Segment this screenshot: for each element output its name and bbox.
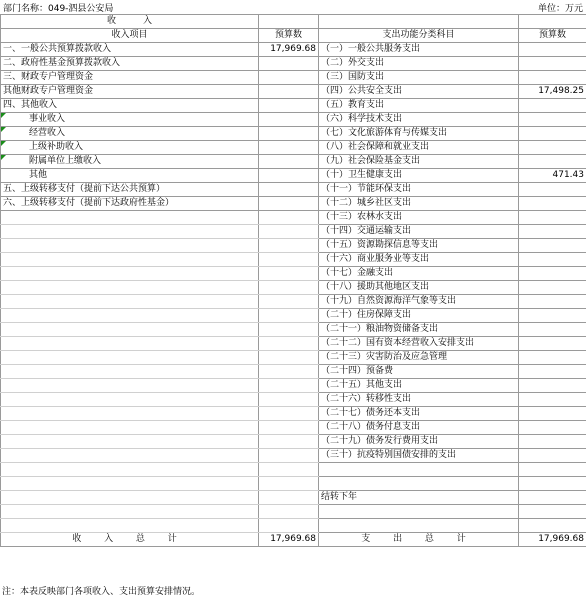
expense-item-cell: （二十九）债务发行费用支出 bbox=[319, 435, 519, 449]
expense-amount-cell bbox=[519, 505, 586, 519]
income-amount-cell bbox=[259, 491, 319, 505]
income-amount-cell bbox=[259, 477, 319, 491]
column-header-row bbox=[1, 29, 586, 43]
expense-amount-cell bbox=[519, 141, 586, 155]
table-row bbox=[1, 127, 586, 141]
expense-amount-cell bbox=[519, 351, 586, 365]
expense-item-cell: （二十一）粮油物资储备支出 bbox=[319, 323, 519, 337]
income-amount-cell bbox=[259, 141, 319, 155]
expense-amount-cell bbox=[519, 323, 586, 337]
expense-item-cell: （八）社会保障和就业支出 bbox=[319, 141, 519, 155]
income-item-cell: 四、其他收入 bbox=[1, 99, 259, 113]
group-header-row bbox=[1, 15, 586, 29]
income-amount-cell bbox=[259, 253, 319, 267]
budget-table-body bbox=[1, 15, 586, 533]
income-item-cell bbox=[1, 365, 259, 379]
table-row bbox=[1, 211, 586, 225]
expense-amount-cell: 17,498.25 bbox=[519, 85, 586, 99]
expense-amount-cell bbox=[519, 281, 586, 295]
income-item-cell bbox=[1, 267, 259, 281]
expense-amount-cell bbox=[519, 407, 586, 421]
income-amount-cell bbox=[259, 113, 319, 127]
income-amount-cell bbox=[259, 435, 319, 449]
expense-amount-cell bbox=[519, 393, 586, 407]
table-row bbox=[1, 71, 586, 85]
income-amount-cell bbox=[259, 519, 319, 533]
income-item-cell bbox=[1, 323, 259, 337]
income-amount-cell bbox=[259, 71, 319, 85]
income-item-cell bbox=[1, 169, 259, 183]
table-row bbox=[1, 449, 586, 463]
expense-item-cell: （二十三）灾害防治及应急管理 bbox=[319, 351, 519, 365]
department-name: 部门名称：049-泗县公安局 bbox=[3, 4, 114, 14]
income-item-cell bbox=[1, 225, 259, 239]
table-row bbox=[1, 491, 586, 505]
income-item-label: 事业收入 bbox=[29, 114, 66, 124]
expense-item-cell: （二十八）债务付息支出 bbox=[319, 421, 519, 435]
table-row bbox=[1, 141, 586, 155]
income-item-cell bbox=[1, 491, 259, 505]
income-group-header: 收 入 bbox=[1, 15, 259, 29]
expense-item-cell: （七）文化旅游体育与传媒支出 bbox=[319, 127, 519, 141]
income-item-cell: 二、政府性基金预算拨款收入 bbox=[1, 57, 259, 71]
expense-amount-cell bbox=[519, 449, 586, 463]
income-amount-cell bbox=[259, 505, 319, 519]
table-row bbox=[1, 505, 586, 519]
expense-amount-cell bbox=[519, 379, 586, 393]
expense-item-cell: （三）国防支出 bbox=[319, 71, 519, 85]
table-row bbox=[1, 407, 586, 421]
income-amount-cell bbox=[259, 393, 319, 407]
expense-amount-cell: 471.43 bbox=[519, 169, 586, 183]
expense-item-cell: （五）教育支出 bbox=[319, 99, 519, 113]
income-item-label: 经营收入 bbox=[29, 128, 66, 138]
table-row bbox=[1, 267, 586, 281]
expense-item-cell: （十一）节能环保支出 bbox=[319, 183, 519, 197]
table-row bbox=[1, 477, 586, 491]
income-amount-cell: 17,969.68 bbox=[259, 43, 319, 57]
income-item-cell bbox=[1, 393, 259, 407]
expense-amount-cell bbox=[519, 267, 586, 281]
table-row bbox=[1, 379, 586, 393]
table-row bbox=[1, 393, 586, 407]
expense-item-cell: （六）科学技术支出 bbox=[319, 113, 519, 127]
expense-amount-cell bbox=[519, 127, 586, 141]
income-item-cell: 五、上级转移支付（提前下达公共预算） bbox=[1, 183, 259, 197]
expense-item-cell bbox=[319, 505, 519, 519]
expense-item-cell: （一）一般公共服务支出 bbox=[319, 43, 519, 57]
table-row bbox=[1, 323, 586, 337]
income-item-cell bbox=[1, 407, 259, 421]
total-row bbox=[1, 533, 586, 547]
income-amount-cell bbox=[259, 99, 319, 113]
expense-amount-cell bbox=[519, 519, 586, 533]
expense-item-cell: （二十）住房保障支出 bbox=[319, 309, 519, 323]
income-amount-cell bbox=[259, 267, 319, 281]
table-row bbox=[1, 43, 586, 57]
income-item-label: 其他 bbox=[29, 170, 48, 180]
table-row bbox=[1, 225, 586, 239]
budget-table bbox=[0, 14, 586, 547]
expense-amount-cell bbox=[519, 435, 586, 449]
expense-item-cell: （二）外交支出 bbox=[319, 57, 519, 71]
expense-item-cell: （十五）资源勘探信息等支出 bbox=[319, 239, 519, 253]
income-amount-cell bbox=[259, 281, 319, 295]
total-section bbox=[1, 533, 586, 547]
expense-amount-cell bbox=[519, 57, 586, 71]
income-item-cell bbox=[1, 253, 259, 267]
expense-item-cell bbox=[319, 463, 519, 477]
expense-amount-cell bbox=[519, 197, 586, 211]
income-item-label: 附属单位上缴收入 bbox=[29, 156, 102, 166]
expense-amount-cell bbox=[519, 71, 586, 85]
income-amount-cell bbox=[259, 211, 319, 225]
cell-comment-marker-icon bbox=[1, 141, 6, 146]
income-amount-cell bbox=[259, 421, 319, 435]
cell-comment-marker-icon bbox=[1, 155, 6, 160]
table-row bbox=[1, 519, 586, 533]
income-amount-cell bbox=[259, 127, 319, 141]
expense-amount-cell bbox=[519, 155, 586, 169]
table-row bbox=[1, 99, 586, 113]
table-row bbox=[1, 85, 586, 99]
income-amount-cell bbox=[259, 463, 319, 477]
income-amount-cell bbox=[259, 337, 319, 351]
expense-item-cell: （二十六）转移性支出 bbox=[319, 393, 519, 407]
expense-item-cell: （二十五）其他支出 bbox=[319, 379, 519, 393]
expense-item-cell: （二十七）债务还本支出 bbox=[319, 407, 519, 421]
income-item-cell bbox=[1, 379, 259, 393]
unit-label: 单位：万元 bbox=[537, 4, 583, 14]
income-item-cell bbox=[1, 463, 259, 477]
income-amount-cell bbox=[259, 169, 319, 183]
income-item-cell bbox=[1, 421, 259, 435]
income-item-cell bbox=[1, 337, 259, 351]
income-amount-cell bbox=[259, 225, 319, 239]
expense-amount-cell bbox=[519, 239, 586, 253]
income-item-cell bbox=[1, 309, 259, 323]
cell-comment-marker-icon bbox=[1, 127, 6, 132]
table-row bbox=[1, 57, 586, 71]
income-item-cell bbox=[1, 155, 259, 169]
income-amount-cell bbox=[259, 155, 319, 169]
income-item-cell bbox=[1, 477, 259, 491]
table-row bbox=[1, 169, 586, 183]
expense-budget-header: 预算数 bbox=[519, 29, 586, 43]
income-amount-cell bbox=[259, 407, 319, 421]
expense-amount-cell bbox=[519, 337, 586, 351]
cell-comment-marker-icon bbox=[1, 113, 6, 118]
table-row bbox=[1, 309, 586, 323]
income-item-cell bbox=[1, 281, 259, 295]
table-row bbox=[1, 253, 586, 267]
income-amount-cell bbox=[259, 449, 319, 463]
expense-item-cell: （十）卫生健康支出 bbox=[319, 169, 519, 183]
income-item-cell bbox=[1, 113, 259, 127]
table-row bbox=[1, 295, 586, 309]
table-row bbox=[1, 155, 586, 169]
income-amount-cell bbox=[259, 309, 319, 323]
income-item-cell bbox=[1, 239, 259, 253]
income-item-cell: 六、上级转移支付（提前下达政府性基金） bbox=[1, 197, 259, 211]
table-row bbox=[1, 435, 586, 449]
total-expense-label: 支 出 总 计 bbox=[319, 533, 519, 547]
expense-item-cell: （二十二）国有资本经营收入安排支出 bbox=[319, 337, 519, 351]
income-amount-cell bbox=[259, 239, 319, 253]
income-amount-cell bbox=[259, 351, 319, 365]
income-item-cell: 一、一般公共预算拨款收入 bbox=[1, 43, 259, 57]
income-item-cell bbox=[1, 505, 259, 519]
income-item-cell bbox=[1, 351, 259, 365]
table-row bbox=[1, 281, 586, 295]
empty-cell bbox=[259, 15, 319, 29]
table-row bbox=[1, 351, 586, 365]
income-amount-cell bbox=[259, 379, 319, 393]
income-item-header: 收入项目 bbox=[1, 29, 259, 43]
income-item-cell bbox=[1, 519, 259, 533]
sheet-header bbox=[0, 0, 586, 14]
expense-amount-cell bbox=[519, 463, 586, 477]
income-amount-cell bbox=[259, 295, 319, 309]
expense-item-cell: （十二）城乡社区支出 bbox=[319, 197, 519, 211]
expense-amount-cell bbox=[519, 253, 586, 267]
income-item-cell bbox=[1, 435, 259, 449]
expense-item-cell: （十七）金融支出 bbox=[319, 267, 519, 281]
income-amount-cell bbox=[259, 85, 319, 99]
income-item-label: 上级补助收入 bbox=[29, 142, 84, 152]
table-row bbox=[1, 421, 586, 435]
expense-item-cell: （四）公共安全支出 bbox=[319, 85, 519, 99]
income-item-cell bbox=[1, 449, 259, 463]
total-income-label: 收 入 总 计 bbox=[1, 533, 259, 547]
income-item-cell bbox=[1, 141, 259, 155]
total-expense-amount: 17,969.68 bbox=[519, 533, 586, 547]
table-row bbox=[1, 183, 586, 197]
expense-amount-cell bbox=[519, 491, 586, 505]
expense-amount-cell bbox=[519, 477, 586, 491]
expense-item-cell: （二十四）预备费 bbox=[319, 365, 519, 379]
table-row bbox=[1, 337, 586, 351]
income-item-cell bbox=[1, 127, 259, 141]
expense-amount-cell bbox=[519, 309, 586, 323]
expense-amount-cell bbox=[519, 99, 586, 113]
table-row bbox=[1, 239, 586, 253]
expense-item-cell: （十八）援助其他地区支出 bbox=[319, 281, 519, 295]
expense-amount-cell bbox=[519, 43, 586, 57]
expense-item-cell: （十九）自然资源海洋气象等支出 bbox=[319, 295, 519, 309]
expense-item-cell: 结转下年 bbox=[319, 491, 519, 505]
expense-amount-cell bbox=[519, 365, 586, 379]
expense-item-header: 支出功能分类科目 bbox=[319, 29, 519, 43]
expense-item-cell: （三十）抗疫特别国债安排的支出 bbox=[319, 449, 519, 463]
expense-amount-cell bbox=[519, 421, 586, 435]
income-amount-cell bbox=[259, 197, 319, 211]
table-row bbox=[1, 365, 586, 379]
expense-item-cell bbox=[319, 519, 519, 533]
table-row bbox=[1, 463, 586, 477]
table-row bbox=[1, 197, 586, 211]
income-budget-header: 预算数 bbox=[259, 29, 319, 43]
expense-item-cell: （十四）交通运输支出 bbox=[319, 225, 519, 239]
total-income-amount: 17,969.68 bbox=[259, 533, 319, 547]
income-amount-cell bbox=[259, 183, 319, 197]
expense-amount-cell bbox=[519, 225, 586, 239]
table-row bbox=[1, 113, 586, 127]
income-amount-cell bbox=[259, 57, 319, 71]
footnote: 注：本表反映部门各项收入、支出预算安排情况。 bbox=[2, 587, 201, 597]
income-item-cell: 三、财政专户管理资金 bbox=[1, 71, 259, 85]
expense-item-cell: （十六）商业服务业等支出 bbox=[319, 253, 519, 267]
expense-item-cell: （九）社会保险基金支出 bbox=[319, 155, 519, 169]
income-item-cell bbox=[1, 211, 259, 225]
income-item-cell: 其他财政专户管理资金 bbox=[1, 85, 259, 99]
expense-amount-cell bbox=[519, 113, 586, 127]
expense-amount-cell bbox=[519, 211, 586, 225]
empty-cell bbox=[319, 15, 519, 29]
income-item-cell bbox=[1, 295, 259, 309]
income-amount-cell bbox=[259, 323, 319, 337]
expense-amount-cell bbox=[519, 295, 586, 309]
empty-cell bbox=[519, 15, 586, 29]
expense-amount-cell bbox=[519, 183, 586, 197]
expense-item-cell bbox=[319, 477, 519, 491]
expense-item-cell: （十三）农林水支出 bbox=[319, 211, 519, 225]
income-amount-cell bbox=[259, 365, 319, 379]
